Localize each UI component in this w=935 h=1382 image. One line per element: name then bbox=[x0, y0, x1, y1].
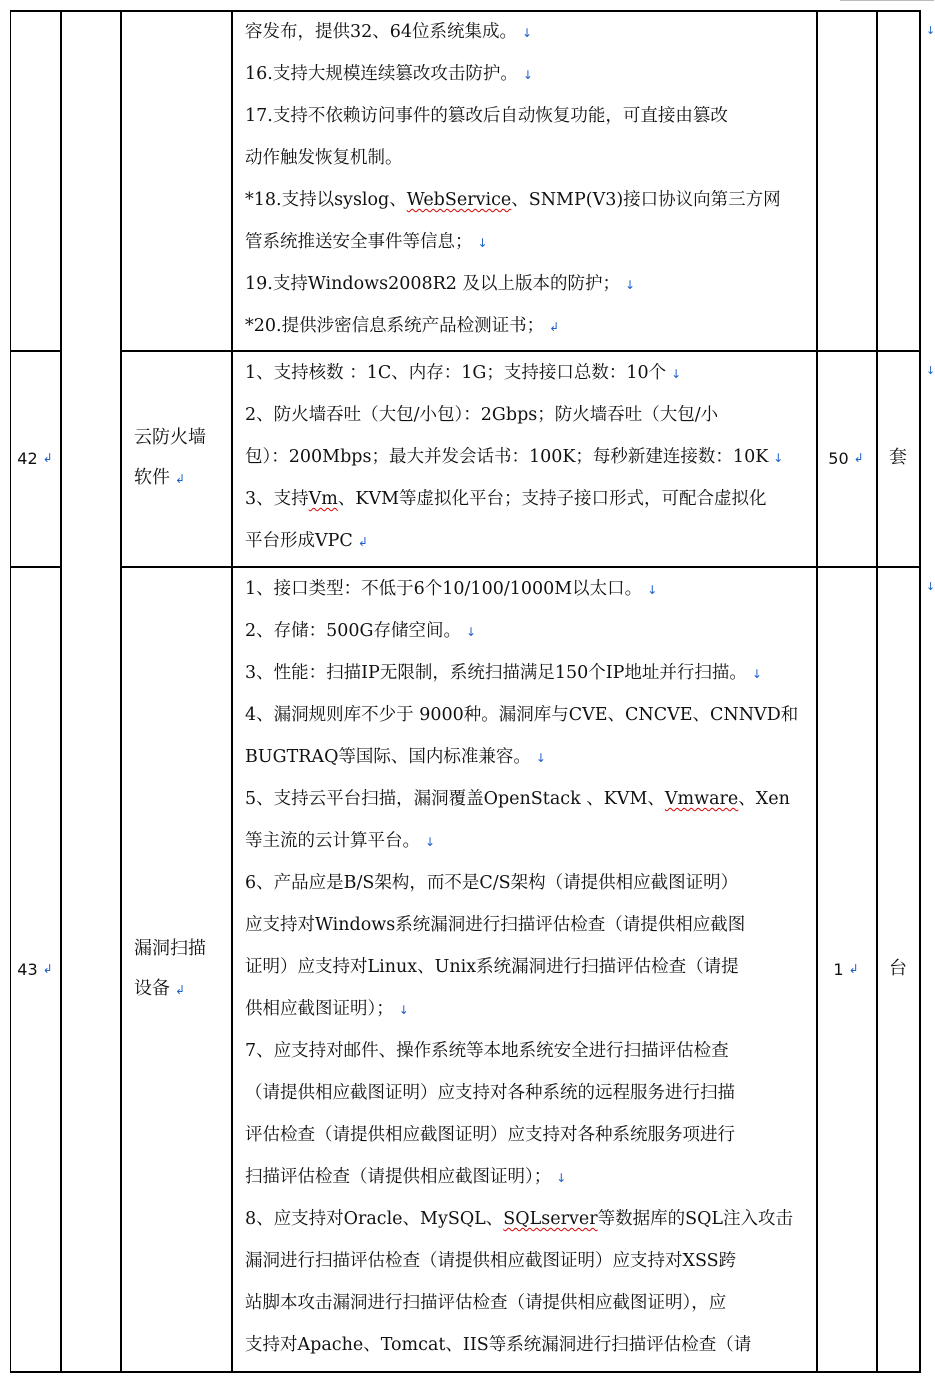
table-border-right bbox=[919, 10, 921, 1372]
item-name: 云防火墙 软件 ↲ bbox=[134, 426, 206, 488]
group-cell bbox=[60, 10, 120, 350]
margin-mark: ↓ bbox=[926, 364, 935, 377]
quantity-cell: 1 ↲ bbox=[833, 959, 859, 979]
spec-line: 等主流的云计算平台。 ↓ bbox=[245, 831, 436, 851]
spec-line: 漏洞进行扫描评估检查（请提供相应截图证明）应支持对XSS跨 bbox=[245, 1251, 737, 1271]
spec-line: 平台形成VPC ↲ bbox=[245, 531, 368, 551]
spec-line: 应支持对Windows系统漏洞进行扫描评估检查（请提供相应截图 bbox=[245, 915, 746, 935]
quantity: 1 bbox=[833, 959, 844, 979]
group-cell bbox=[60, 350, 120, 566]
row-divider bbox=[10, 566, 60, 568]
spec-line: 管系统推送安全事件等信息； ↓ bbox=[245, 232, 488, 252]
table-border-bottom bbox=[10, 1371, 921, 1373]
unit-cell bbox=[876, 350, 920, 566]
unit-cell bbox=[876, 566, 920, 1372]
item-number: 42 bbox=[17, 448, 38, 468]
item-name-cell bbox=[120, 566, 231, 1372]
item-number-cell bbox=[10, 566, 60, 1372]
table-border-left bbox=[10, 10, 11, 1372]
spec-line: 1、支持核数 ：1C、内存：1G；支持接口总数：10个 ↓ bbox=[245, 363, 682, 383]
spec-line: 站脚本攻击漏洞进行扫描评估检查（请提供相应截图证明），应 bbox=[245, 1293, 727, 1313]
unit-cell bbox=[876, 10, 920, 350]
spec-line: *20.提供涉密信息系统产品检测证书； ↲ bbox=[245, 316, 560, 336]
table-border bbox=[876, 10, 878, 1372]
quantity: 50 bbox=[828, 448, 849, 468]
table-border-top bbox=[10, 10, 921, 12]
spec-line: 19.支持Windows2008R2 及以上版本的防护； ↓ bbox=[245, 274, 636, 294]
spec-line: 7、应支持对邮件、操作系统等本地系统安全进行扫描评估检查 bbox=[245, 1041, 729, 1061]
table-border bbox=[231, 10, 233, 1372]
table-border bbox=[60, 10, 62, 1372]
spec-line: 2、存储：500G存储空间。 ↓ bbox=[245, 621, 477, 641]
table-row bbox=[10, 350, 920, 566]
spec-line: 供相应截图证明）； ↓ bbox=[245, 999, 409, 1019]
name-cell bbox=[120, 10, 231, 350]
spellcheck-underline: Vm bbox=[308, 489, 338, 509]
spec-line: 4、漏洞规则库不少于 9000种。漏洞库与CVE、CNCVE、CNNVD和 bbox=[245, 705, 799, 725]
spec-line: 8、应支持对Oracle、MySQL、SQLserver等数据库的SQL注入攻击 bbox=[245, 1209, 794, 1229]
group-cell bbox=[60, 566, 120, 1372]
spec-line: *18.支持以syslog、WebService、SNMP(V3)接口协议向第三方网 bbox=[245, 190, 781, 210]
spec-line: 3、性能：扫描IP无限制，系统扫描满足150个IP地址并行扫描。 ↓ bbox=[245, 663, 762, 683]
spec-line: 容发布，提供32、64位系统集成。 ↓ bbox=[245, 22, 533, 42]
spellcheck-underline: SQLserver bbox=[503, 1209, 598, 1229]
return-mark: ↲ bbox=[42, 962, 53, 976]
spec-cell bbox=[231, 566, 816, 1372]
page-top-rule bbox=[840, 0, 934, 5]
spec-line: 17.支持不依赖访问事件的篡改后自动恢复功能，可直接由篡改 bbox=[245, 106, 728, 126]
spec-line: 1、接口类型：不低于6个10/100/1000M以太口。 ↓ bbox=[245, 579, 658, 599]
margin-mark: ↓ bbox=[926, 24, 935, 37]
spec-line: 3、支持Vm、KVM等虚拟化平台；支持子接口形式，可配合虚拟化 bbox=[245, 489, 767, 509]
table-border bbox=[816, 10, 818, 1372]
item-name: 漏洞扫描 设备 ↲ bbox=[134, 937, 206, 999]
item-number-cell bbox=[10, 350, 60, 566]
table-row bbox=[10, 566, 920, 1372]
item-name-cell bbox=[120, 350, 231, 566]
margin-mark: ↓ bbox=[926, 580, 935, 593]
spec-line: 16.支持大规模连续篡改攻击防护。 ↓ bbox=[245, 64, 533, 84]
unit: 台 bbox=[889, 958, 907, 979]
table-row bbox=[10, 10, 920, 350]
spec-line: 评估检查（请提供相应截图证明）应支持对各种系统服务项进行 bbox=[245, 1125, 735, 1145]
spec-line: 5、支持云平台扫描，漏洞覆盖OpenStack 、KVM、Vmware、Xen bbox=[245, 789, 790, 809]
item-number: 43 bbox=[17, 959, 38, 979]
return-mark: ↲ bbox=[42, 451, 53, 465]
spec-line: 支持对Apache、Tomcat、IIS等系统漏洞进行扫描评估检查（请 bbox=[245, 1335, 752, 1355]
table-border bbox=[120, 10, 122, 1372]
no-cell bbox=[10, 10, 60, 350]
spec-line: 包）：200Mbps；最大并发会话书：100K；每秒新建连接数：10K ↓ bbox=[245, 447, 784, 467]
spellcheck-underline: WebService bbox=[406, 190, 512, 210]
spec-cell bbox=[231, 10, 816, 350]
spec-line: 扫描评估检查（请提供相应截图证明）； ↓ bbox=[245, 1167, 567, 1187]
spec-line: 6、产品应是B/S架构，而不是C/S架构（请提供相应截图证明） bbox=[245, 873, 739, 893]
spellcheck-underline: Vmware bbox=[664, 789, 739, 809]
spec-line: 2、防火墙吞吐（大包/小包）：2Gbps；防火墙吞吐（大包/小 bbox=[245, 405, 719, 425]
row-divider bbox=[120, 566, 921, 568]
unit: 套 bbox=[889, 447, 907, 468]
spec-line: BUGTRAQ等国际、国内标准兼容。 ↓ bbox=[245, 747, 546, 767]
row-divider bbox=[10, 350, 60, 352]
spec-line: 证明）应支持对Linux、Unix系统漏洞进行扫描评估检查（请提 bbox=[245, 957, 739, 977]
quantity-cell: 50 ↲ bbox=[828, 448, 864, 468]
spec-cell bbox=[231, 350, 816, 566]
spec-line: 动作触发恢复机制。 bbox=[245, 148, 403, 168]
qty-cell bbox=[816, 10, 876, 350]
row-divider bbox=[120, 350, 921, 352]
spec-line: （请提供相应截图证明）应支持对各种系统的远程服务进行扫描 bbox=[245, 1083, 735, 1103]
